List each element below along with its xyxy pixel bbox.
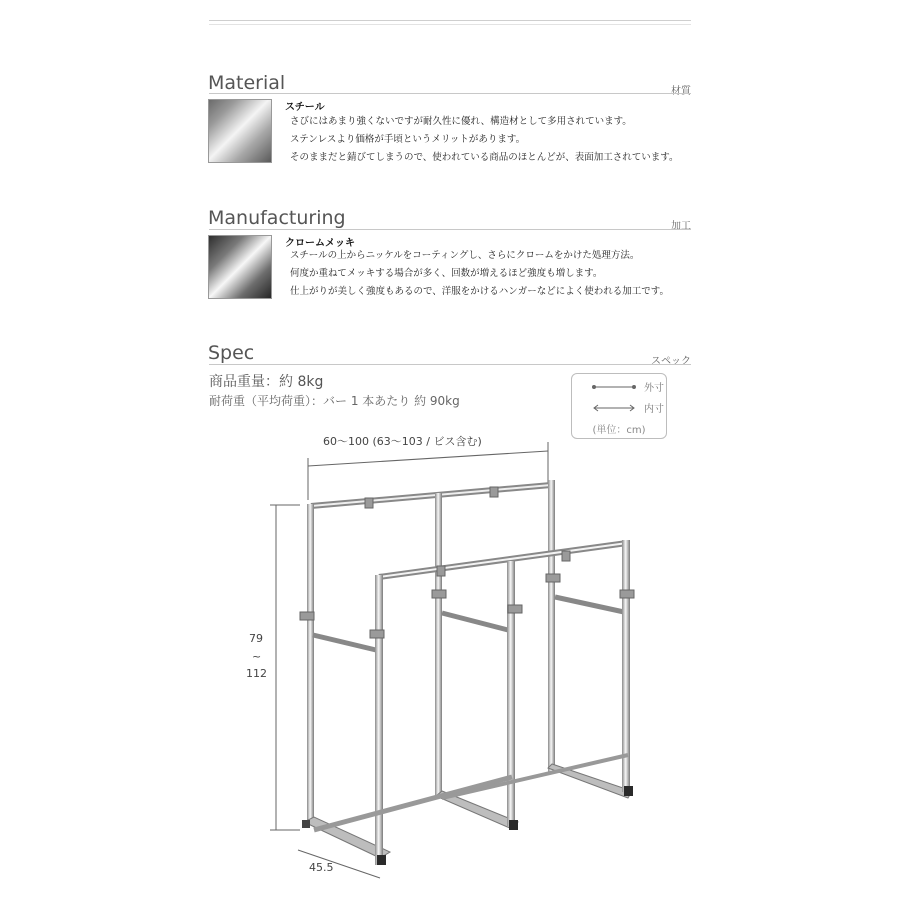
manufacturing-line: 仕上がりが美しく強度もあるので、洋服をかけるハンガーなどによく使われる加工です。 — [290, 286, 670, 297]
height-dimension-sep: ~ — [252, 650, 262, 663]
material-title-jp: 材質 — [671, 86, 691, 97]
width-dimension-label: 60～100 (63～103 / ビス含む) — [323, 435, 482, 448]
load-capacity: 耐荷重（平均荷重）：バー 1 本あたり 約 90kg — [209, 394, 460, 408]
manufacturing-title: Manufacturing — [208, 207, 346, 229]
legend-unit: (単位：cm) — [592, 425, 646, 436]
product-weight: 商品重量：約 8kg — [209, 374, 324, 390]
legend-inner-label: 内寸 — [644, 404, 664, 415]
manufacturing-name: クロームメッキ — [285, 238, 355, 249]
back-frame — [304, 480, 632, 858]
depth-dimension-label: 45.5 — [309, 861, 334, 874]
spec-title-jp: スペック — [651, 356, 691, 367]
manufacturing-title-jp: 加工 — [671, 221, 691, 232]
material-line: さびにはあまり強くないですが耐久性に優れ、構造材として多用されています。 — [290, 116, 632, 127]
material-line: ステンレスより価格が手頃というメリットがあります。 — [290, 134, 526, 145]
material-title: Material — [208, 72, 286, 94]
spec-title: Spec — [208, 342, 255, 364]
manufacturing-line: 何度か重ねてメッキする場合が多く、回数が増えるほど強度も増します。 — [290, 268, 603, 279]
height-dimension-top: 79 — [249, 632, 263, 645]
front-frame — [302, 540, 633, 865]
material-name: スチール — [285, 102, 325, 113]
manufacturing-line: スチールの上からニッケルをコーティングし、さらにクロームをかけた処理方法。 — [290, 250, 640, 261]
height-dimension-bottom: 112 — [246, 667, 267, 680]
material-line: そのままだと錆びてしまうので、使われている商品のほとんどが、表面加工されています。 — [290, 152, 679, 163]
legend-outer-label: 外寸 — [644, 383, 664, 394]
